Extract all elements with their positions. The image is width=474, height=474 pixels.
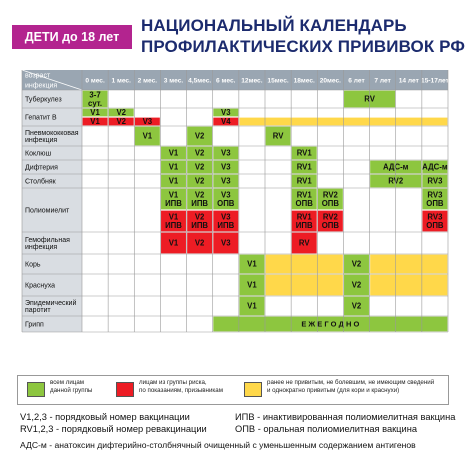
note-ads-m: АДС-м - анатоксин дифтерийно-столбнячный очищенный с уменьшенным содержанием антигенов bbox=[20, 440, 416, 450]
legend-swatch-yellow bbox=[244, 382, 262, 397]
row-name-1: Гепатит В bbox=[25, 114, 57, 122]
cell-label-8-0-1: V2 bbox=[351, 259, 362, 269]
row-name-8: Корь bbox=[25, 261, 41, 269]
age-header-13: 15-17лет bbox=[421, 77, 449, 85]
age-header-3: 3 мес. bbox=[163, 77, 184, 85]
cell-label-1-0-2: V3 bbox=[221, 108, 231, 118]
age-header-9: 20мес. bbox=[319, 77, 342, 85]
cell-label-7-0-2: V3 bbox=[221, 238, 231, 248]
age-header-1: 1 мес. bbox=[111, 77, 131, 85]
cell-label-3-0-3: RV1 bbox=[296, 148, 312, 158]
cell-label-1-0-0: V1 bbox=[90, 108, 100, 118]
cell-label-4-0-3: RV1 bbox=[296, 162, 312, 172]
cell-label-7-0-1: V2 bbox=[194, 238, 205, 248]
cell-label-4-0-5: АДС-м bbox=[422, 162, 448, 172]
cell-label-4-0-2: V3 bbox=[221, 162, 231, 172]
cell-label-8-0-0: V1 bbox=[247, 259, 257, 269]
note-revaccination: RV1,2,3 - порядковый номер ревакцинации bbox=[20, 424, 207, 434]
row-name-4: Дифтерия bbox=[25, 164, 58, 172]
cell-label-10-0-0: V1 bbox=[247, 301, 257, 311]
legend-swatch-red bbox=[116, 382, 134, 397]
cell-label-0-0-0: 3-7 сут. bbox=[88, 90, 103, 108]
corner-infection-label: инфекция bbox=[25, 82, 58, 90]
cell-label-5-0-4: RV2 bbox=[388, 176, 404, 186]
cell-label-4-0-0: V1 bbox=[168, 162, 179, 172]
age-header-7: 15мес. bbox=[267, 77, 289, 85]
cell-label-6-0-5: RV3 ОПВ bbox=[426, 190, 444, 208]
cell-label-1-0-1: V2 bbox=[116, 108, 126, 118]
cell-label-1-1-1: V2 bbox=[116, 117, 126, 127]
cell-label-10-0-1: V2 bbox=[351, 301, 362, 311]
legend-text-green bbox=[50, 379, 110, 395]
note-vaccination: V1,2,3 - порядковый номер вакцинации bbox=[20, 412, 190, 422]
legend-text-red bbox=[139, 379, 239, 395]
corner-age-label: возраст bbox=[25, 72, 51, 80]
cell-label-7-0-3: RV bbox=[298, 238, 310, 248]
cell-label-6-0-4: RV2 ОПВ bbox=[321, 190, 340, 208]
cell-label-6-1-3: RV1 ИПВ bbox=[295, 212, 313, 230]
cell-label-9-0-0: V1 bbox=[247, 280, 257, 290]
legend-label-yellow: ранее не привитым, не болевшим, не имеющим сведений и однократно привитым (для кори и краснухи) bbox=[267, 379, 435, 394]
cell-label-6-1-1: V2 ИПВ bbox=[191, 212, 209, 230]
cell-label-4-0-4: АДС-м bbox=[382, 162, 409, 172]
cell-label-9-0-1: V2 bbox=[351, 280, 362, 290]
cell-label-3-0-2: V3 bbox=[221, 148, 231, 158]
cell-label-1-1-3: V4 bbox=[221, 117, 231, 127]
age-header-4: 4,5мес. bbox=[188, 77, 212, 85]
cell-8-0-3 bbox=[370, 255, 447, 274]
cell-label-5-0-1: V2 bbox=[194, 176, 205, 186]
cell-label-6-0-0: V1 ИПВ bbox=[165, 190, 182, 208]
cell-label-6-0-1: V2 ИПВ bbox=[191, 190, 209, 208]
cell-label-4-0-1: V2 bbox=[194, 162, 205, 172]
row-name-11: Грипп bbox=[25, 321, 44, 329]
cell-label-6-0-3: RV1 ОПВ bbox=[295, 190, 313, 208]
age-header-6: 12мес. bbox=[241, 77, 263, 85]
row-name-5: Столбняк bbox=[25, 178, 56, 186]
age-header-0: 0 мес. bbox=[85, 77, 105, 85]
cell-label-7-0-0: V1 bbox=[168, 238, 179, 248]
cell-label-3-0-0: V1 bbox=[168, 148, 179, 158]
row-name-10: Эпидемический паротит bbox=[25, 299, 77, 315]
age-header-10: 6 лет bbox=[348, 77, 365, 85]
row-name-3: Коклюш bbox=[25, 150, 52, 158]
row-name-0: Туберкулез bbox=[25, 96, 62, 104]
cell-label-2-0-0: V1 bbox=[142, 131, 153, 141]
age-header-11: 7 лет bbox=[374, 77, 391, 85]
row-name-7: Гемофильная инфекция bbox=[25, 236, 70, 252]
age-header-2: 2 мес. bbox=[137, 77, 158, 85]
legend-label-red: лицам из группы риска, по показаниям, призывникам bbox=[139, 379, 223, 394]
cell-label-1-1-2: V3 bbox=[142, 117, 153, 127]
cell-label-5-0-0: V1 bbox=[168, 176, 179, 186]
cell-label-6-1-5: RV3 ОПВ bbox=[426, 212, 444, 230]
cell-8-0-2 bbox=[266, 255, 343, 274]
cell-label-1-1-0: V1 bbox=[90, 117, 100, 127]
cell-label-5-0-3: RV1 bbox=[296, 176, 312, 186]
legend-swatch-green bbox=[27, 382, 45, 397]
row-name-6: Полиомиелит bbox=[25, 207, 70, 215]
cell-label-3-0-1: V2 bbox=[194, 148, 205, 158]
cell-label-6-0-2: V3 ОПВ bbox=[217, 190, 235, 208]
note-ipv: ИПВ - инактивированная полиомиелитная вакцина bbox=[235, 412, 456, 422]
cell-9-0-3 bbox=[370, 275, 447, 296]
cell-label-6-1-0: V1 ИПВ bbox=[165, 212, 182, 230]
cell-9-0-2 bbox=[266, 275, 343, 296]
cell-label-11-0-0: Е Ж Е Г О Д Н О bbox=[301, 319, 360, 329]
cell-label-5-0-2: V3 bbox=[221, 176, 231, 186]
note-opv: ОПВ - оральная полиомиелитная вакцина bbox=[235, 424, 418, 434]
row-name-2: Пневмококковая инфекция bbox=[25, 129, 79, 145]
cell-label-6-1-2: V3 ИПВ bbox=[217, 212, 235, 230]
cell-label-5-0-5: RV3 bbox=[427, 176, 443, 186]
title-badge: ДЕТИ до 18 лет bbox=[12, 25, 132, 49]
age-header-12: 14 лет bbox=[398, 77, 419, 85]
cell-label-2-0-2: RV bbox=[272, 131, 284, 141]
cell-label-0-0-1: RV bbox=[364, 94, 375, 104]
page-title-line2: ПРОФИЛАКТИЧЕСКИХ ПРИВИВОК РФ bbox=[141, 37, 465, 56]
legend-text-yellow bbox=[267, 379, 447, 395]
cell-label-6-1-4: RV2 ОПВ bbox=[321, 212, 340, 230]
age-header-5: 6 мес. bbox=[216, 77, 236, 85]
legend-label-green: всем лицам данной группы bbox=[50, 379, 93, 394]
cell-label-2-0-1: V2 bbox=[194, 131, 205, 141]
row-name-9: Краснуха bbox=[25, 282, 56, 290]
age-header-8: 18мес. bbox=[293, 77, 315, 85]
page-title-line1: НАЦИОНАЛЬНЫЙ КАЛЕНДАРЬ bbox=[141, 16, 407, 35]
